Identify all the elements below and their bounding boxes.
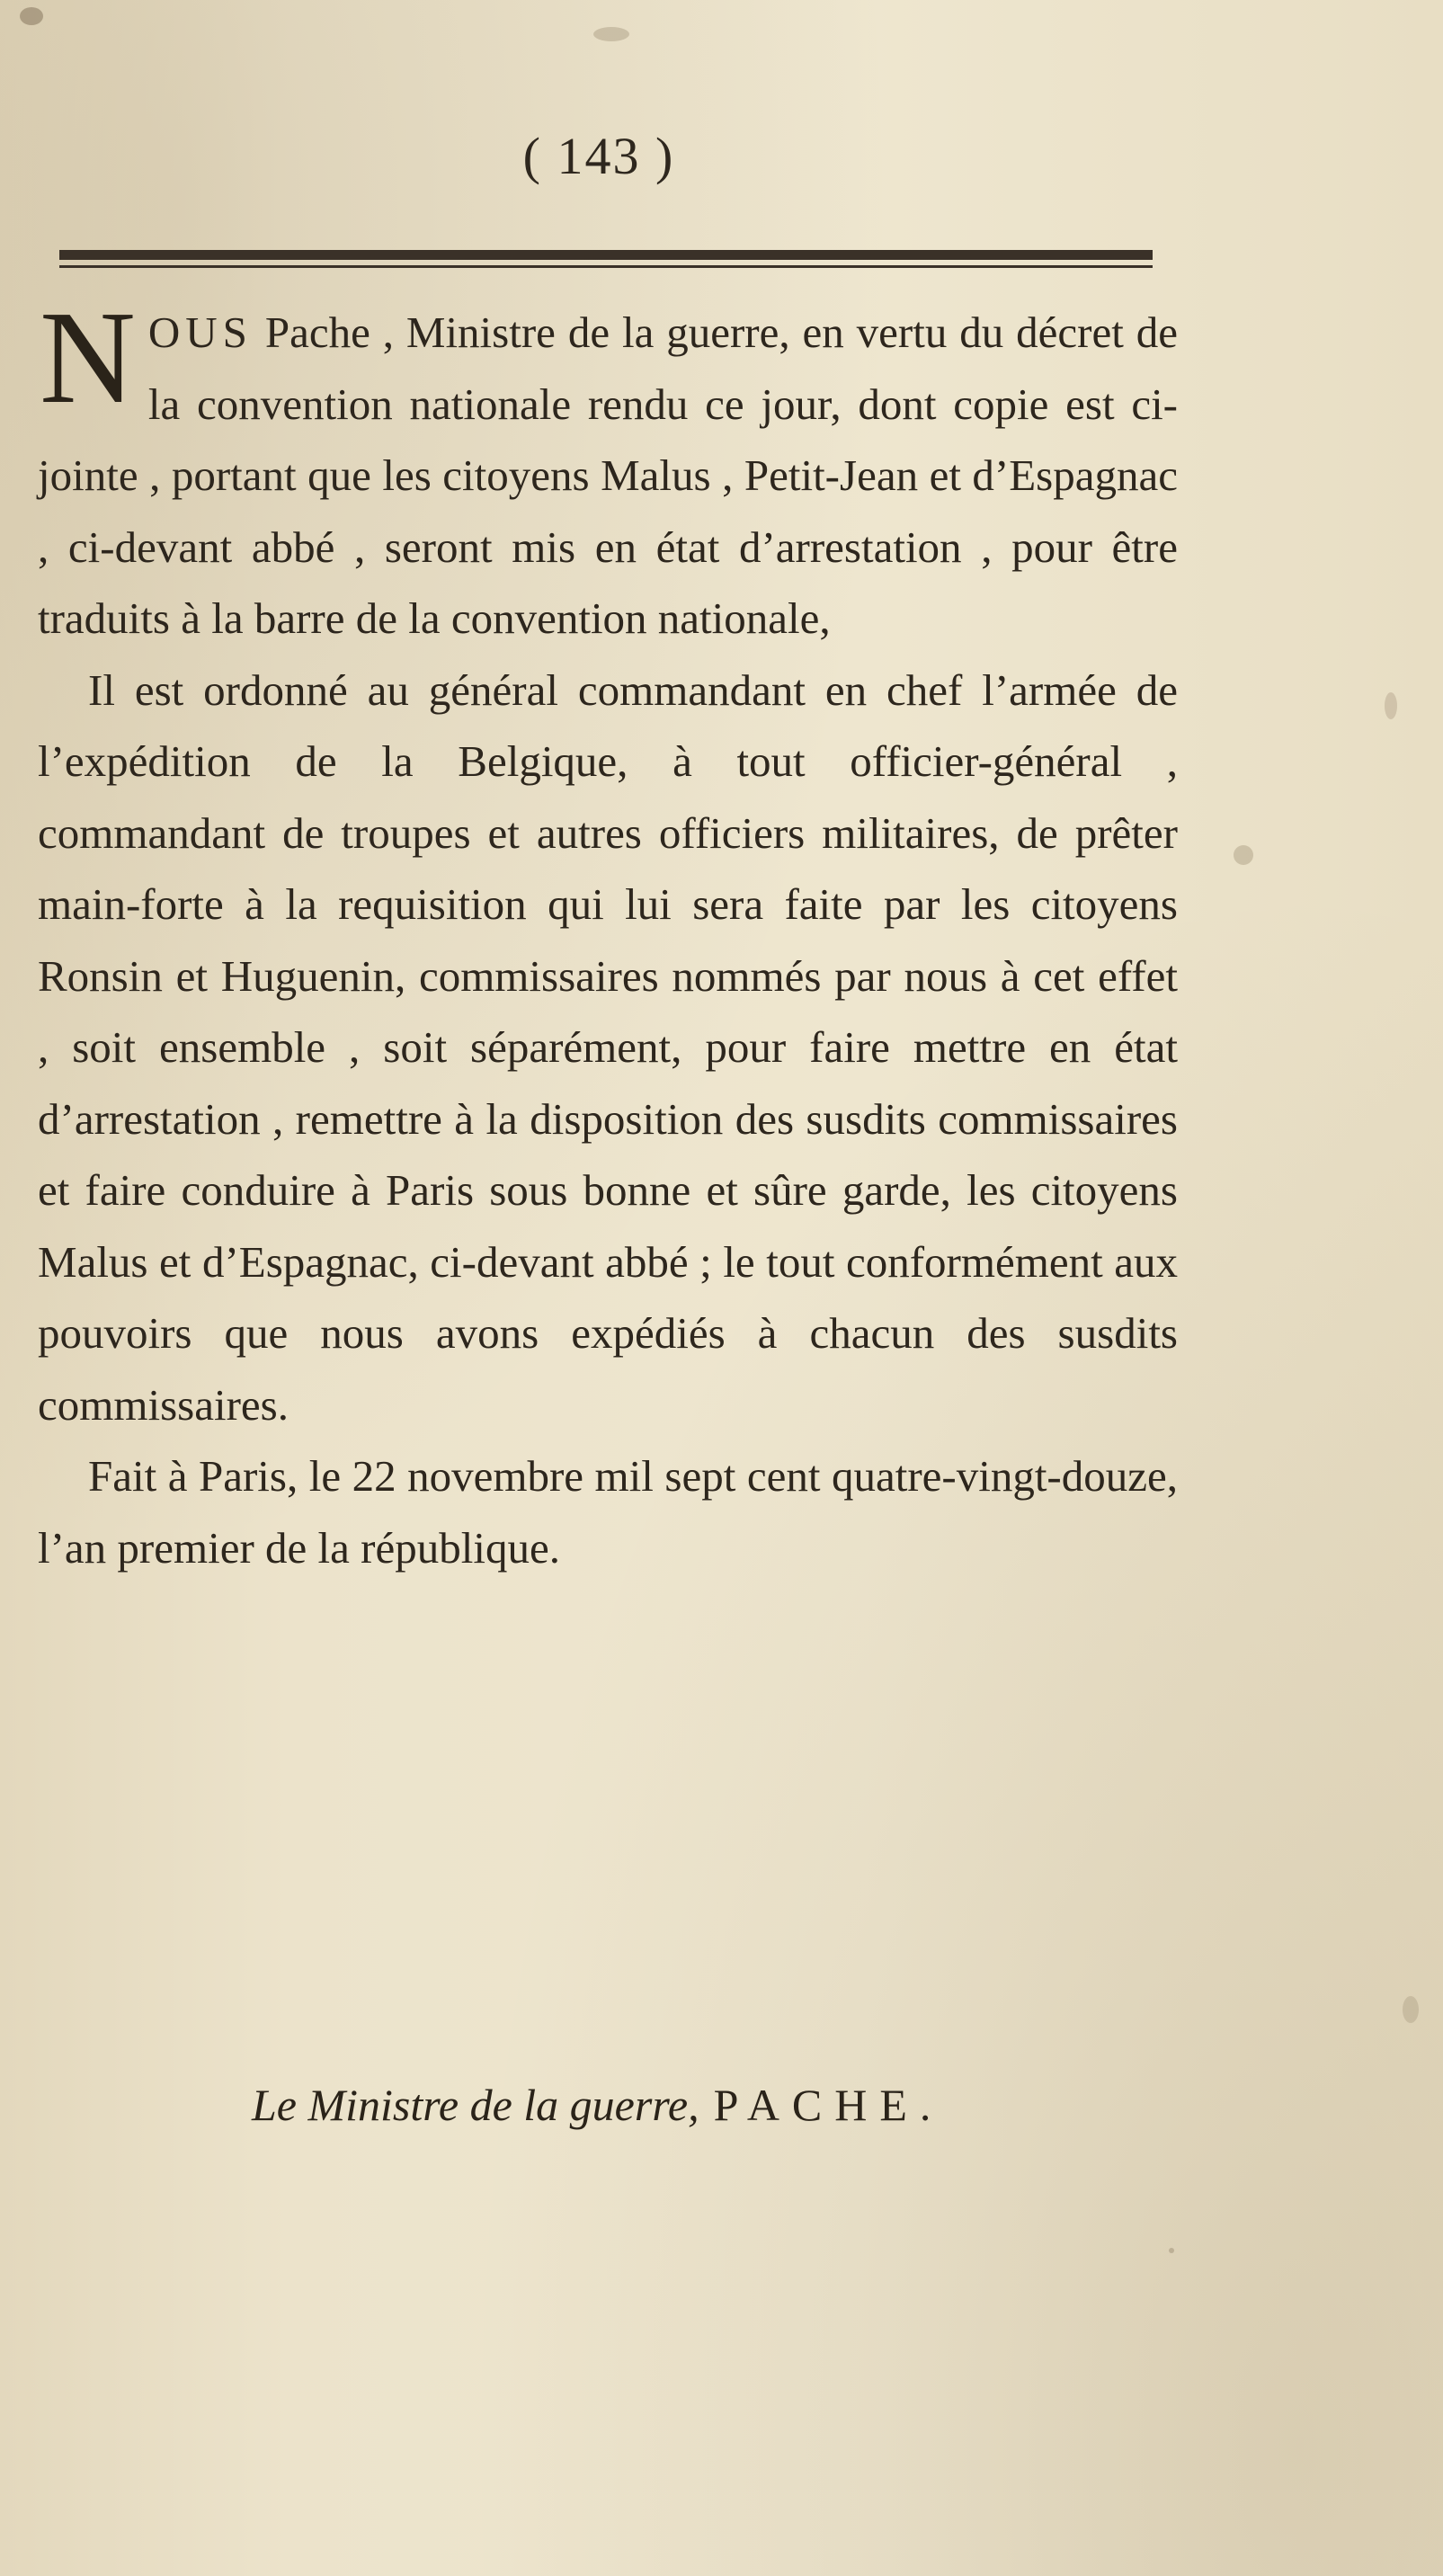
page-number: ( 143 ) (522, 127, 675, 185)
decree-text: Pache , Ministre de la guerre, en vertu du décret de la convention nationale rendu ce jour, dont copie est ci-jointe , portant que les citoyens Malus , Petit-Jean et d’Espagnac , ci-devant abbé , seront mis en état d’arrestation , pour être traduits à la barre de la convention nationale, (38, 308, 1178, 643)
header-rule-thick (59, 250, 1153, 260)
signature-line (252, 2079, 1169, 2131)
decree-opening-smallcaps: OUS (147, 308, 253, 357)
paper-speck (1234, 845, 1253, 865)
paper-speck (593, 27, 629, 41)
drop-cap: N (40, 284, 136, 432)
signature-title: Le Ministre de la guerre, (252, 2080, 699, 2130)
paper-speck (1403, 1996, 1419, 2023)
header-rule (59, 250, 1153, 273)
page-body (38, 284, 1178, 1583)
dated-paragraph: Fait à Paris, le 22 novembre mil sept cent quatre-vingt-douze, l’an premier de la république. (38, 1451, 1178, 1573)
order-paragraph: Il est ordonné au général commandant en chef l’armée de l’expédition de la Belgique, à tout officier-général , commandant de troupes et autres officiers militaires, de prêter main-forte à la requisition qui lui sera faite par les citoyens Ronsin et Huguenin, commissaires nommés par nous à cet effet , soit ensemble , soit séparément, pour faire mettre en état d’arrestation , remettre à la disposition des susdits commissaires et faire conduire à Paris sous bonne et sûre garde, les citoyens Malus et d’Espagnac, ci-devant abbé ; le tout conformément aux pouvoirs que nous avons expédiés à chacun des susdits commissaires. (38, 664, 1178, 1430)
paper-speck (1169, 2248, 1174, 2253)
paper-speck (20, 7, 43, 25)
header-rule-thin (59, 265, 1153, 268)
paper-speck (1385, 692, 1397, 719)
signature-name: PACHE. (713, 2080, 944, 2130)
decree-paragraph (38, 284, 1178, 655)
